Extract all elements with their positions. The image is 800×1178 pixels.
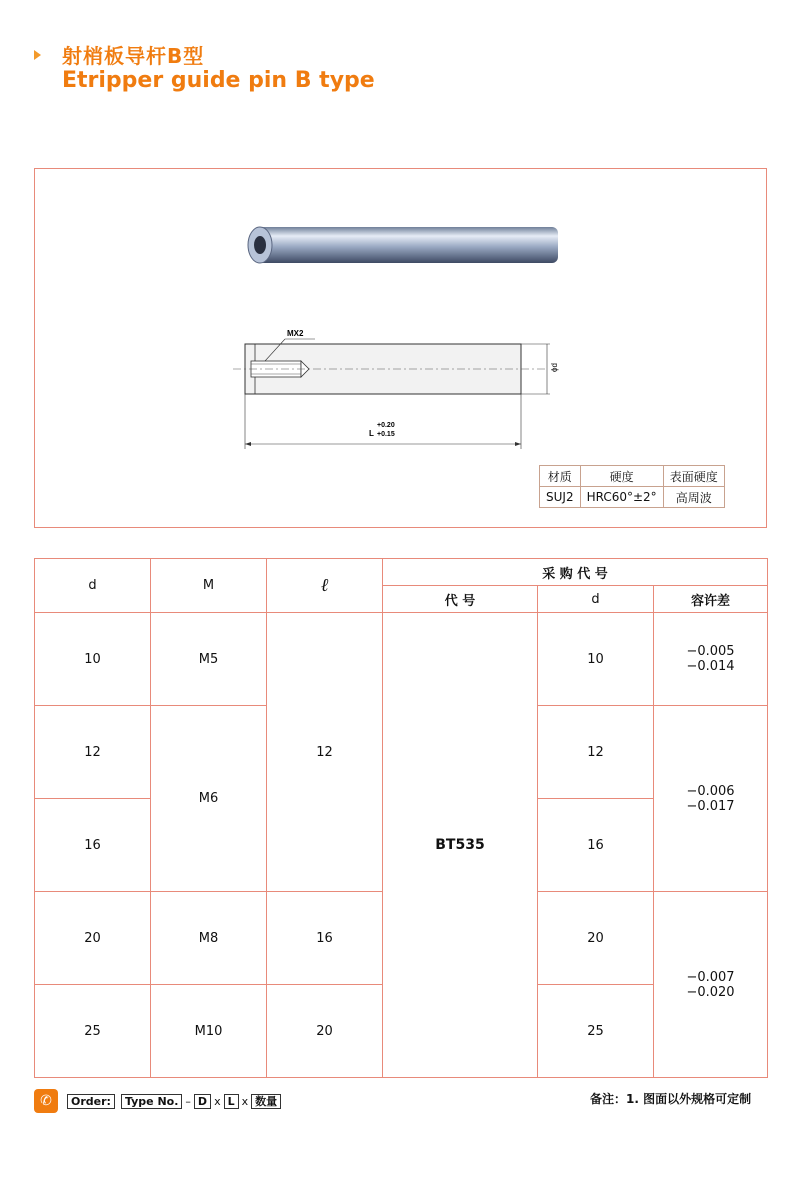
cell-tolerance [654,892,768,1078]
tol-upper: −0.007 [686,969,735,985]
pin-photo [244,225,562,265]
header-m: M [151,559,267,613]
surface-hardness-value: 高周波 [663,487,724,508]
page-title-en: Etripper guide pin B type [62,68,375,93]
length-label: L [369,429,374,438]
cell-code: BT535 [383,613,538,1078]
hardness-header: 硬度 [580,466,663,487]
order-d: D [194,1094,211,1109]
cell-m: M8 [151,892,267,985]
header-l: ℓ [267,559,383,613]
product-panel [34,168,767,528]
cell-d2: 10 [538,613,654,706]
header-d2: d [538,586,654,613]
cell-d: 10 [35,613,151,706]
header-purchase-code: 采 购 代 号 [383,559,768,586]
cell-d2: 12 [538,706,654,799]
cell-d: 20 [35,892,151,985]
hardness-value: HRC60°±2° [580,487,663,508]
cell-l: 20 [267,985,383,1078]
tol-lower: −0.017 [686,798,735,814]
cell-d2: 20 [538,892,654,985]
cell-d: 12 [35,706,151,799]
cell-tolerance [654,613,768,706]
order-x: x [241,1094,249,1108]
order-x: x [214,1094,221,1108]
cell-d: 25 [35,985,151,1078]
header-d: d [35,559,151,613]
order-sep: – [185,1094,191,1108]
cell-d2: 25 [538,985,654,1078]
surface-hardness-header: 表面硬度 [663,466,724,487]
spec-table [34,558,768,1078]
order-format [34,1088,284,1114]
header-code: 代 号 [383,586,538,613]
cell-m: M5 [151,613,267,706]
cell-d2: 16 [538,799,654,892]
phone-icon: ✆ [34,1089,58,1113]
cell-m: M10 [151,985,267,1078]
technical-drawing [215,309,575,459]
spec-table-wrapper [34,558,767,1079]
tol-lower: −0.014 [686,659,735,674]
cell-tolerance [654,706,768,892]
header-tolerance: 容许差 [654,586,768,613]
tol-lower: −0.020 [686,984,735,1000]
tol-plus-upper: +0.20 [377,422,395,429]
thread-label: MX2 [287,329,304,338]
order-qty: 数量 [251,1094,281,1109]
cell-l: 16 [267,892,383,985]
order-type-no: Type No. [121,1094,182,1109]
material-header: 材质 [540,466,581,487]
tol-plus-lower: +0.15 [377,431,395,438]
tol-upper: −0.005 [686,644,735,659]
cell-d: 16 [35,799,151,892]
footnote: 备注：1. 图面以外规格可定制 [590,1092,752,1106]
page-title-cn: 射梢板导杆B型 [62,44,205,68]
material-table [539,465,725,508]
material-value: SUJ2 [540,487,581,508]
diameter-label: ϕd [550,363,559,372]
cell-l: 12 [267,613,383,892]
tol-upper: −0.006 [686,783,735,799]
order-l: L [224,1094,239,1109]
order-label: Order: [67,1094,115,1109]
title-arrow-icon [34,50,41,60]
cell-m: M6 [151,706,267,892]
